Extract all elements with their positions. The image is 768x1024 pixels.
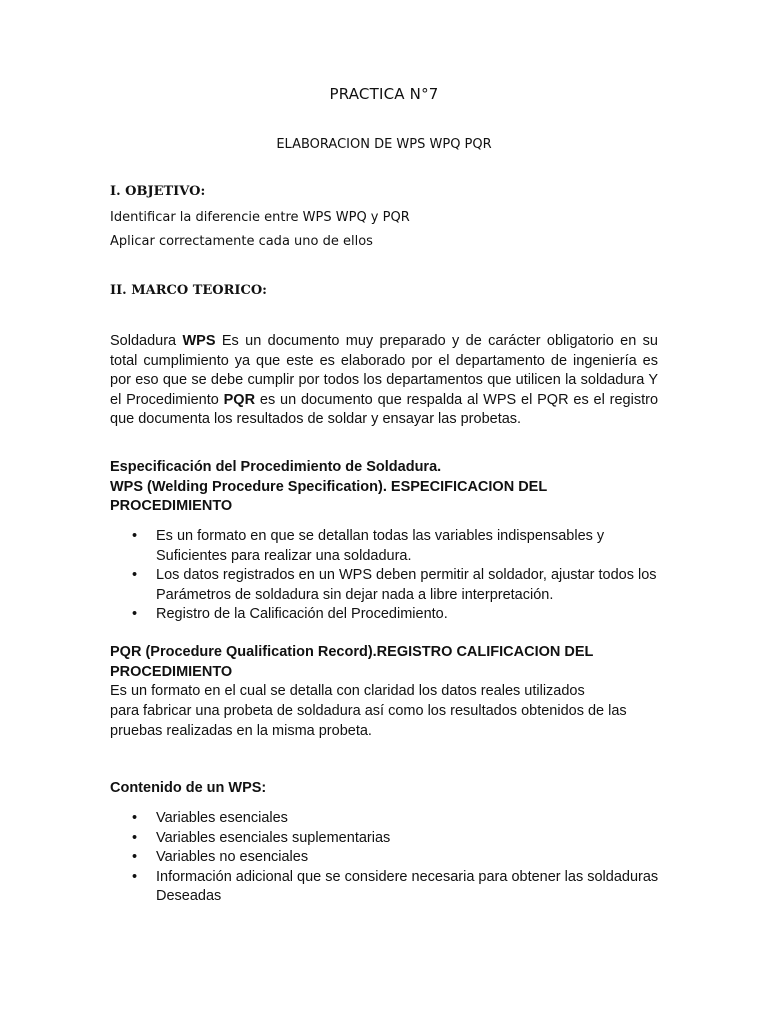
list-item: • Variables no esenciales (110, 848, 670, 868)
list-item: • Los datos registrados en un WPS deben permitir al soldador, ajustar todos los Parámetros de soldadura sin dejar nada a libre interpretación. (110, 566, 670, 605)
list-item: • Es un formato en que se detallan todas las variables indispensables y Suficientes para realizar una soldadura. (110, 527, 670, 566)
intro-text-3: es un documento que respalda al WPS el PQR es el registro que documenta los resultados de soldar y ensayar las probetas. (110, 391, 659, 428)
intro-bold-wps: WPS (182, 333, 216, 349)
intro-text-2: Es un documento muy preparado y de carácter obligatorio en su total cumplimiento ya que este es elaborado por el departamento de ingeniería es por eso que se debe cumplir por todos los departamentos que utilicen la soldadura Y el Procedimiento (110, 333, 658, 408)
wps-bullet-list (110, 527, 670, 625)
objetivo-line-1: Identificar la diferencie entre WPS WPQ y PQR (110, 210, 410, 225)
list-item: • Información adicional que se considere necesaria para obtener las soldaduras Deseadas (110, 868, 670, 907)
wps-heading-line-1: Especificación del Procedimiento de Soldadura. (110, 459, 442, 475)
intro-text-1: Soldadura (110, 333, 183, 349)
page-subtitle: ELABORACION DE WPS WPQ PQR (276, 137, 492, 152)
intro-paragraph (110, 332, 658, 430)
section-objetivo-heading: I. OBJETIVO: (110, 184, 206, 199)
contenido-bullet-list (110, 809, 670, 907)
page-title: PRACTICA N°7 (329, 85, 439, 103)
pqr-line-1: Es un formato en el cual se detalla con claridad los datos reales utilizados (110, 683, 585, 699)
objetivo-line-2: Aplicar correctamente cada uno de ellos (110, 234, 373, 249)
contenido-heading: Contenido de un WPS: (110, 780, 267, 796)
pqr-heading: PQR (Procedure Qualification Record).REGISTRO CALIFICACION DEL PROCEDIMIENTO (110, 644, 594, 680)
wps-heading-line-2: WPS (Welding Procedure Specification). ESPECIFICACION DEL PROCEDIMIENTO (110, 478, 547, 515)
list-item: • Variables esenciales (110, 809, 670, 829)
wps-heading (110, 458, 658, 517)
list-item: • Registro de la Calificación del Procedimiento. (110, 605, 670, 625)
pqr-line-2: para fabricar una probeta de soldadura así como los resultados obtenidos de las pruebas realizadas en la misma probeta. (110, 703, 627, 739)
section-marco-heading: II. MARCO TEORICO: (110, 283, 267, 298)
list-item: • Variables esenciales suplementarias (110, 829, 670, 849)
intro-bold-pqr: PQR (223, 391, 256, 408)
